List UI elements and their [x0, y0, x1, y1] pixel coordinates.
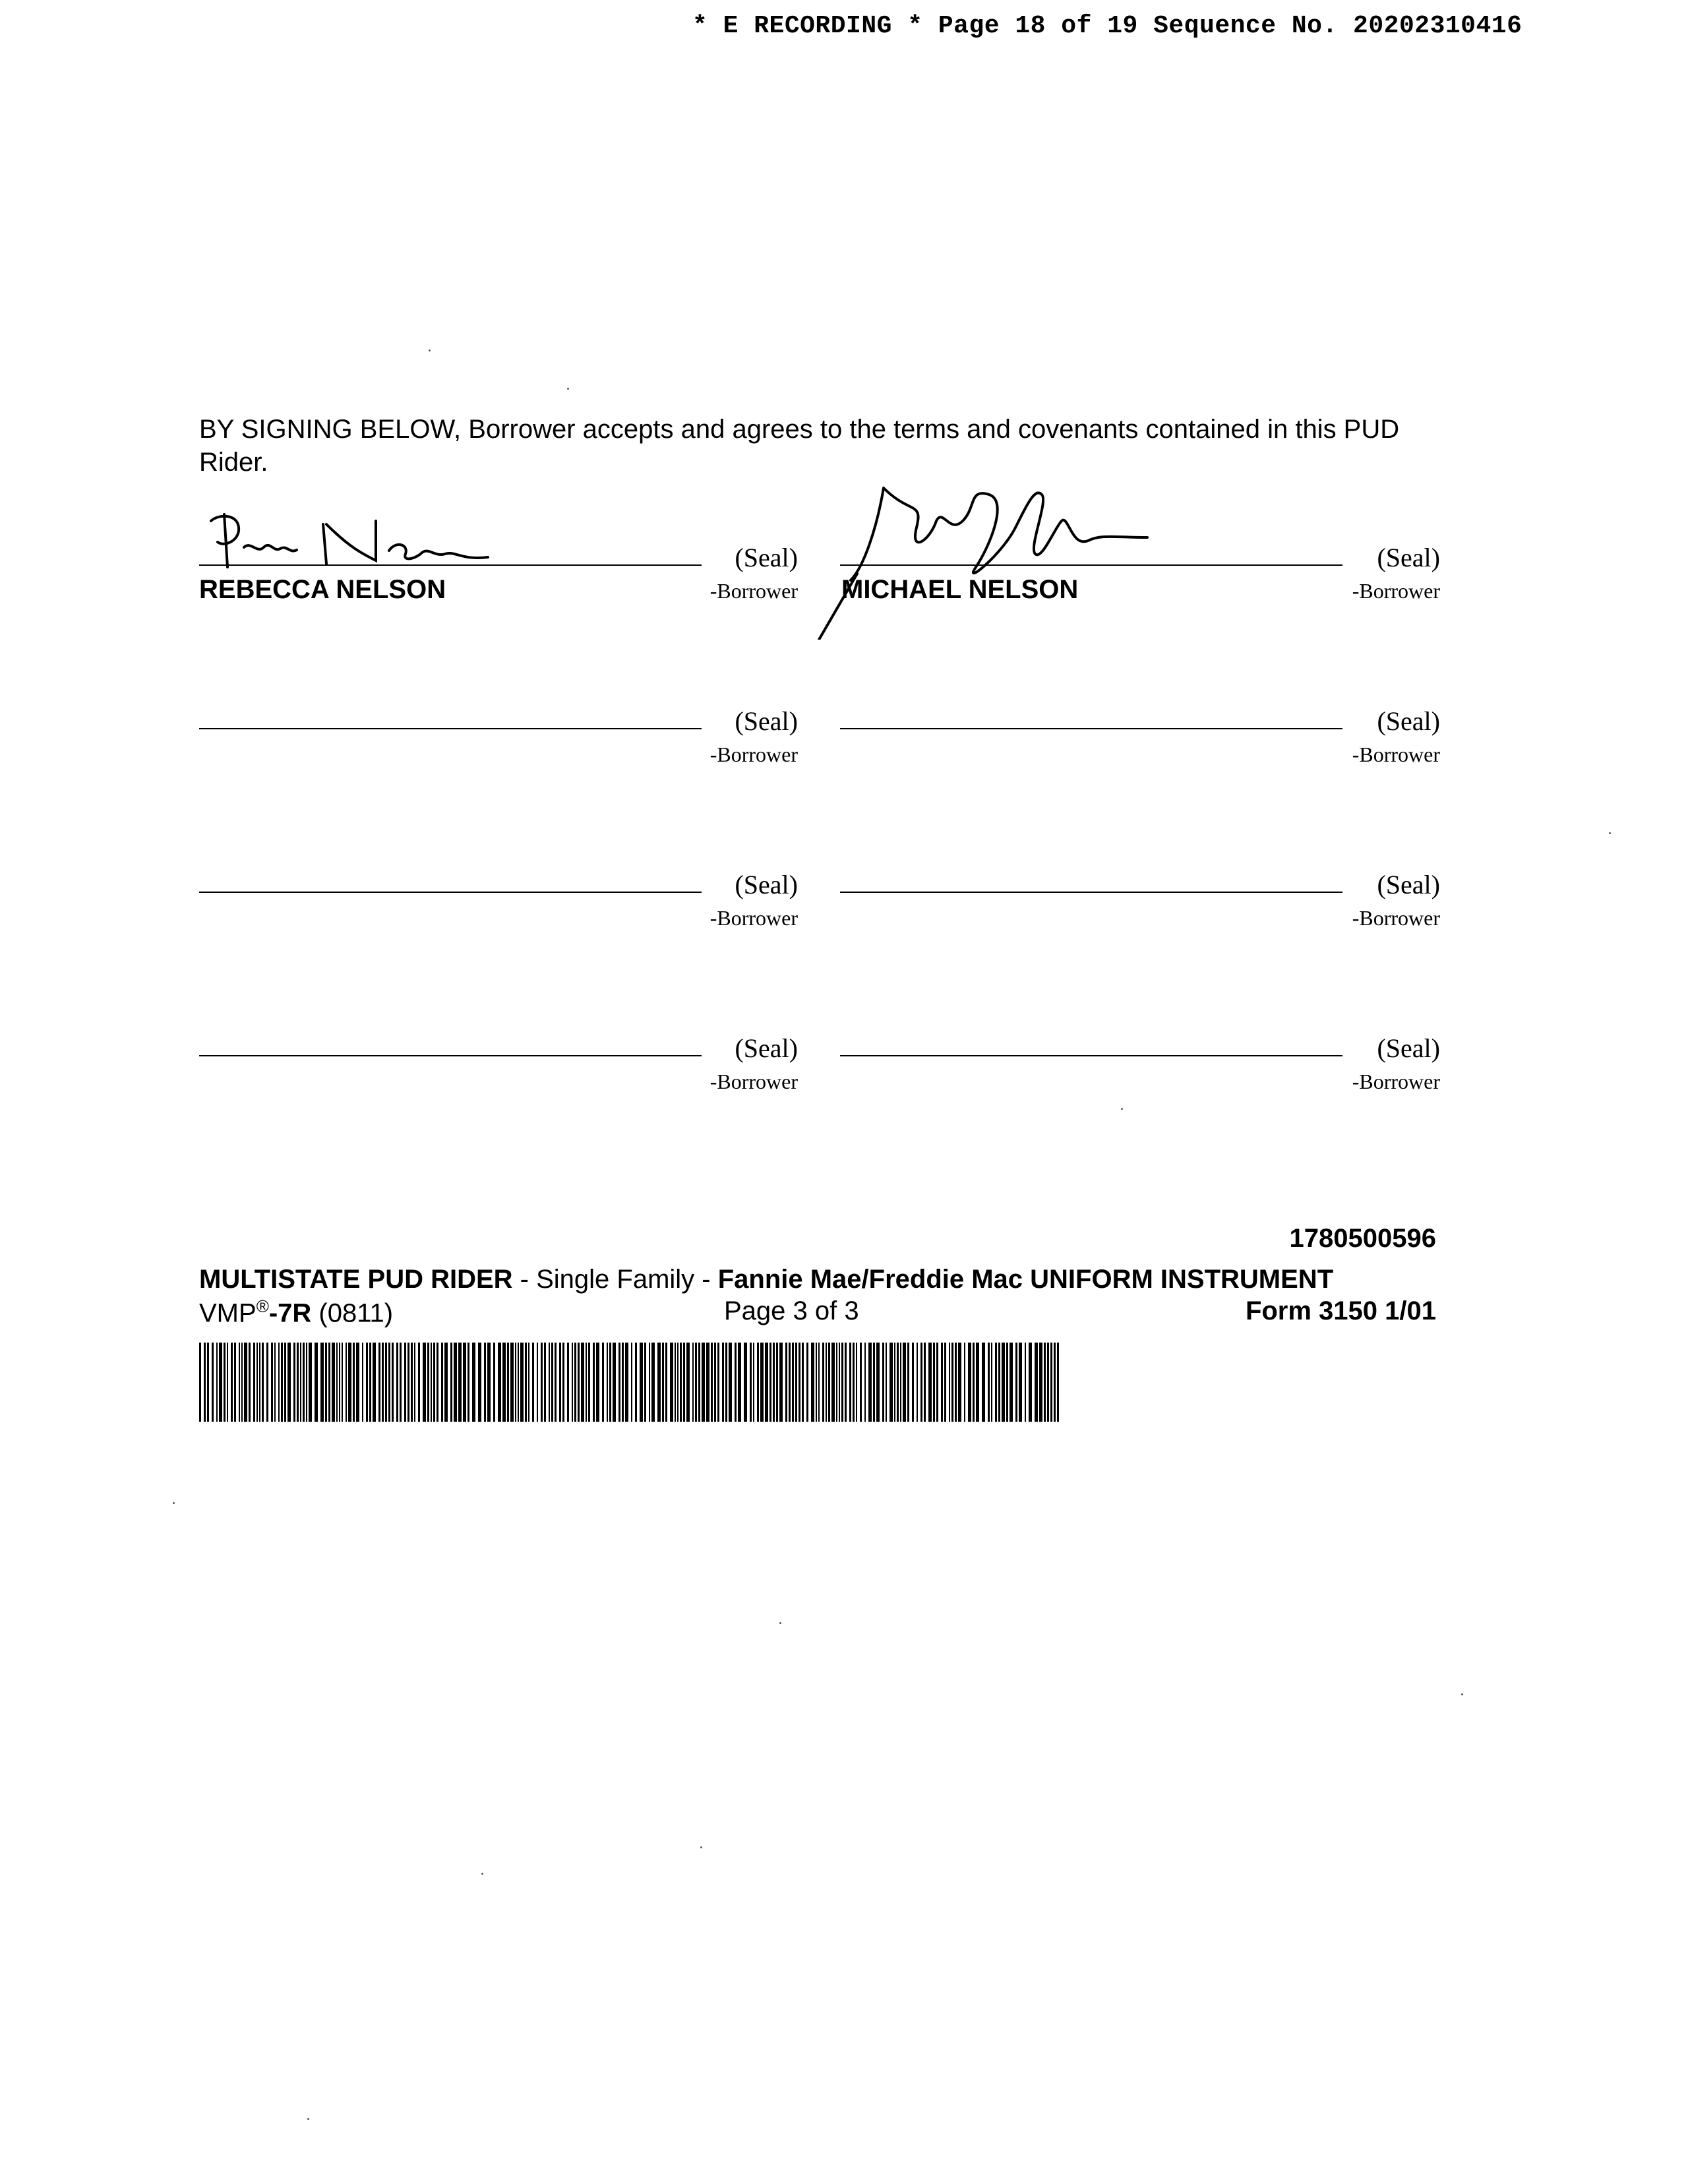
barcode-bar — [259, 1343, 260, 1422]
barcode-bar — [346, 1343, 347, 1422]
barcode-bar — [1035, 1343, 1038, 1422]
barcode-bar — [607, 1343, 608, 1422]
barcode-bar — [949, 1343, 950, 1422]
barcode-bar — [886, 1343, 887, 1422]
barcode-bar — [991, 1343, 992, 1422]
signature-line — [840, 564, 1342, 566]
barcode-bar — [1050, 1343, 1052, 1422]
barcode-bar — [572, 1343, 573, 1422]
barcode-bar — [441, 1343, 443, 1422]
barcode-bar — [433, 1343, 435, 1422]
barcode-bar — [792, 1343, 794, 1422]
form-title — [199, 1265, 1333, 1294]
barcode-bar — [1006, 1343, 1008, 1422]
barcode-bar — [450, 1343, 452, 1422]
barcode-bar — [625, 1343, 628, 1422]
barcode-bar — [315, 1343, 318, 1422]
scan-speck — [779, 1622, 781, 1624]
barcode-bar — [378, 1343, 380, 1422]
barcode-bar — [622, 1343, 624, 1422]
barcode-bar — [644, 1343, 646, 1422]
barcode-bar — [900, 1343, 901, 1422]
barcode-bar — [613, 1343, 616, 1422]
barcode-bar — [593, 1343, 595, 1422]
barcode-bar — [244, 1343, 247, 1422]
barcode-bar — [532, 1343, 534, 1422]
barcode-bar — [769, 1343, 771, 1422]
barcode-bar — [717, 1343, 719, 1422]
barcode-bar — [651, 1343, 655, 1422]
barcode-bar — [722, 1343, 724, 1422]
barcode-bar — [928, 1343, 932, 1422]
barcode-bar — [765, 1343, 768, 1422]
barcode-bar — [444, 1343, 448, 1422]
barcode-bar — [831, 1343, 835, 1422]
barcode-bar — [555, 1343, 557, 1422]
barcode-bar — [241, 1343, 243, 1422]
recording-header: * E RECORDING * Page 18 of 19 Sequence No. 20202310416 — [692, 12, 1522, 40]
seal-label: (Seal) — [735, 1033, 798, 1063]
barcode-bar — [199, 1343, 201, 1422]
barcode-bar — [418, 1343, 420, 1422]
barcode-bar — [868, 1343, 872, 1422]
signature-line — [199, 564, 702, 566]
barcode-bar — [753, 1343, 754, 1422]
vmp-code — [199, 1296, 393, 1328]
barcode-bar — [873, 1343, 875, 1422]
barcode-bar — [1054, 1343, 1056, 1422]
signature-rebecca-nelson — [198, 501, 514, 580]
barcode-bar — [234, 1343, 236, 1422]
barcode-bar — [478, 1343, 481, 1422]
barcode-bar — [339, 1343, 340, 1422]
barcode-bar — [702, 1343, 705, 1422]
barcode-bar — [680, 1343, 682, 1422]
barcode-bar — [665, 1343, 667, 1422]
barcode-bar — [799, 1343, 800, 1422]
barcode-bar — [216, 1343, 218, 1422]
barcode-bar — [683, 1343, 685, 1422]
barcode-bar — [356, 1343, 359, 1422]
barcode-bar — [278, 1343, 280, 1422]
barcode-bar — [1019, 1343, 1022, 1422]
signer-name: MICHAEL NELSON — [841, 575, 1079, 604]
barcode-bar — [1057, 1343, 1059, 1422]
barcode-bar — [493, 1343, 495, 1422]
barcode-bar — [982, 1343, 985, 1422]
barcode-bar — [528, 1343, 529, 1422]
barcode-bar — [586, 1343, 587, 1422]
barcode-bar — [1029, 1343, 1032, 1422]
barcode-bar — [348, 1343, 351, 1422]
signature-line — [840, 728, 1342, 729]
barcode-bar — [864, 1343, 866, 1422]
barcode-bar — [320, 1343, 324, 1422]
vmp-prefix: VMP — [199, 1298, 256, 1328]
barcode-bar — [692, 1343, 694, 1422]
barcode-bar — [958, 1343, 961, 1422]
barcode-bar — [300, 1343, 301, 1422]
barcode-bar — [484, 1343, 486, 1422]
barcode-bar — [525, 1343, 527, 1422]
barcode-bar — [662, 1343, 664, 1422]
scan-speck — [307, 2118, 309, 2120]
borrower-label: -Borrower — [1352, 579, 1440, 603]
barcode-bar — [396, 1343, 398, 1422]
barcode-bar — [951, 1343, 953, 1422]
barcode-bar — [325, 1343, 327, 1422]
barcode-bar — [714, 1343, 716, 1422]
barcode-bar — [467, 1343, 469, 1422]
barcode-bar — [602, 1343, 604, 1422]
barcode-bar — [253, 1343, 255, 1422]
barcode-bar — [549, 1343, 550, 1422]
barcode-bar — [912, 1343, 914, 1422]
borrower-label: -Borrower — [1352, 1070, 1440, 1093]
barcode-bar — [581, 1343, 584, 1422]
borrower-label: -Borrower — [709, 579, 798, 603]
barcode-bar — [839, 1343, 840, 1422]
seal-label: (Seal) — [1377, 870, 1440, 899]
barcode-bar — [309, 1343, 312, 1422]
barcode-bar — [414, 1343, 415, 1422]
barcode-bar — [695, 1343, 697, 1422]
barcode-bar — [711, 1343, 713, 1422]
barcode-bar — [907, 1343, 909, 1422]
barcode-bar — [1002, 1343, 1005, 1422]
scan-speck — [429, 349, 431, 351]
barcode-bar — [328, 1343, 330, 1422]
barcode-bar — [423, 1343, 426, 1422]
form-title-type: - Single Family - — [512, 1265, 718, 1294]
barcode-bar — [822, 1343, 824, 1422]
barcode-bar — [882, 1343, 884, 1422]
barcode-bar — [729, 1343, 732, 1422]
vmp-form-code: -7R — [268, 1298, 312, 1328]
barcode-bar — [262, 1343, 264, 1422]
borrower-label: -Borrower — [709, 743, 798, 766]
barcode-bar — [635, 1343, 637, 1422]
barcode-bar — [271, 1343, 273, 1422]
barcode-bar — [487, 1343, 491, 1422]
barcode-bar — [411, 1343, 413, 1422]
barcode-bar — [336, 1343, 338, 1422]
barcode-bar — [936, 1343, 938, 1422]
barcode-bar — [588, 1343, 590, 1422]
barcode-bar — [281, 1343, 283, 1422]
borrower-label: -Borrower — [1352, 906, 1440, 930]
signature-line — [199, 892, 702, 893]
barcode-bar — [897, 1343, 899, 1422]
barcode-bar — [964, 1343, 965, 1422]
barcode-bar — [894, 1343, 895, 1422]
barcode-bar — [889, 1343, 893, 1422]
barcode-bar — [362, 1343, 363, 1422]
barcode-bar — [515, 1343, 516, 1422]
barcode-bar — [427, 1343, 429, 1422]
barcode-bar — [369, 1343, 371, 1422]
barcode-bar — [998, 1343, 1000, 1422]
seal-label: (Seal) — [1377, 706, 1440, 736]
barcode-bar — [845, 1343, 847, 1422]
barcode-bar — [458, 1343, 462, 1422]
barcode-bar — [537, 1343, 538, 1422]
barcode-bar — [207, 1343, 209, 1422]
barcode-bar — [293, 1343, 295, 1422]
barcode-bar — [735, 1343, 737, 1422]
barcode-bar — [373, 1343, 376, 1422]
barcode-bar — [609, 1343, 611, 1422]
barcode-bar — [677, 1343, 678, 1422]
barcode-bar — [640, 1343, 643, 1422]
barcode-bar — [738, 1343, 741, 1422]
barcode-bar — [811, 1343, 814, 1422]
barcode-bar — [400, 1343, 402, 1422]
barcode-bar — [431, 1343, 432, 1422]
scan-speck — [1609, 832, 1611, 834]
barcode-bar — [353, 1343, 355, 1422]
scan-speck — [700, 1846, 702, 1848]
barcode-bar — [789, 1343, 791, 1422]
barcode-bar — [578, 1343, 580, 1422]
barcode-bar — [757, 1343, 759, 1422]
barcode-bar — [995, 1343, 997, 1422]
barcode-bar — [828, 1343, 830, 1422]
registered-mark: ® — [256, 1296, 269, 1316]
scan-speck — [1121, 1108, 1123, 1110]
barcode-bar — [559, 1343, 561, 1422]
barcode-bar — [760, 1343, 764, 1422]
barcode-bar — [750, 1343, 752, 1422]
barcode-bar — [541, 1343, 543, 1422]
barcode-bar — [856, 1343, 857, 1422]
barcode-bar — [795, 1343, 797, 1422]
barcode-bar — [698, 1343, 700, 1422]
barcode-bar — [686, 1343, 690, 1422]
seal-label: (Seal) — [735, 870, 798, 899]
barcode-bar — [1047, 1343, 1049, 1422]
barcode-bar — [204, 1343, 206, 1422]
barcode-bar — [670, 1343, 673, 1422]
barcode-bar — [973, 1343, 975, 1422]
agreement-statement: BY SIGNING BELOW, Borrower accepts and agrees to the terms and covenants contained in this PUD Rider. — [199, 415, 1400, 477]
barcode-bar — [826, 1343, 827, 1422]
signature-line — [840, 1055, 1342, 1056]
barcode-bar — [562, 1343, 564, 1422]
barcode-bar — [574, 1343, 576, 1422]
barcode-bar — [366, 1343, 368, 1422]
page-indicator: Page 3 of 3 — [724, 1296, 859, 1325]
form-title-instrument: Fannie Mae/Freddie Mac UNIFORM INSTRUMENT — [717, 1265, 1334, 1294]
barcode-bar — [657, 1343, 661, 1422]
signature-michael-nelson — [811, 448, 1180, 640]
form-title-name: MULTISTATE PUD RIDER — [199, 1265, 513, 1294]
barcode-bar — [1025, 1343, 1026, 1422]
barcode-bar — [507, 1343, 509, 1422]
barcode-bar — [266, 1343, 268, 1422]
scan-speck — [481, 1873, 483, 1875]
barcode-bar — [818, 1343, 820, 1422]
barcode-bar — [988, 1343, 990, 1422]
signature-line — [199, 1055, 702, 1056]
barcode-bar — [706, 1343, 709, 1422]
signer-name: REBECCA NELSON — [199, 575, 446, 604]
barcode-bar — [785, 1343, 787, 1422]
barcode-bar — [779, 1343, 783, 1422]
barcode-bar — [941, 1343, 943, 1422]
borrower-label: -Borrower — [1352, 743, 1440, 766]
seal-label: (Seal) — [1377, 1033, 1440, 1063]
barcode-bar — [274, 1343, 276, 1422]
form-number: Form 3150 1/01 — [1245, 1296, 1436, 1325]
barcode-bar — [876, 1343, 880, 1422]
barcode-bar — [551, 1343, 553, 1422]
signature-line — [199, 728, 702, 729]
barcode-bar — [1010, 1343, 1013, 1422]
barcode-bar — [853, 1343, 855, 1422]
barcode-bar — [463, 1343, 466, 1422]
barcode-bar — [342, 1343, 343, 1422]
barcode-bar — [382, 1343, 384, 1422]
borrower-label: -Borrower — [709, 906, 798, 930]
barcode-bar — [297, 1343, 299, 1422]
barcode-bar — [544, 1343, 546, 1422]
barcode-bar — [944, 1343, 946, 1422]
barcode-bar — [224, 1343, 226, 1422]
barcode-bar — [239, 1343, 240, 1422]
barcode-bar — [567, 1343, 569, 1422]
barcode-bar — [816, 1343, 817, 1422]
barcode-bar — [392, 1343, 394, 1422]
barcode-bar — [836, 1343, 837, 1422]
barcode-bar — [388, 1343, 390, 1422]
scan-speck — [173, 1502, 175, 1504]
borrower-label: -Borrower — [709, 1070, 798, 1093]
barcode-bar — [219, 1343, 222, 1422]
barcode-bar — [920, 1343, 922, 1422]
barcode-bar — [744, 1343, 747, 1422]
barcode-bar — [903, 1343, 906, 1422]
barcode-bar — [773, 1343, 775, 1422]
barcode-bar — [596, 1343, 599, 1422]
vmp-date: (0811) — [311, 1298, 394, 1328]
barcode-bar — [860, 1343, 862, 1422]
barcode-bar — [518, 1343, 519, 1422]
loan-number: 1780500596 — [1289, 1224, 1436, 1253]
barcode-bar — [332, 1343, 335, 1422]
barcode-bar — [649, 1343, 650, 1422]
barcode-bar — [841, 1343, 843, 1422]
barcode-bar — [806, 1343, 808, 1422]
barcode-bar — [849, 1343, 851, 1422]
barcode-bar — [454, 1343, 457, 1422]
barcode-bar — [284, 1343, 286, 1422]
barcode-bar — [1015, 1343, 1017, 1422]
barcode-bar — [231, 1343, 233, 1422]
barcode-bar — [502, 1343, 506, 1422]
barcode-bar — [776, 1343, 778, 1422]
barcode-bar — [385, 1343, 387, 1422]
barcode-bar — [256, 1343, 258, 1422]
barcode-bar — [675, 1343, 676, 1422]
signature-line — [840, 892, 1342, 893]
scan-speck — [1461, 1693, 1463, 1695]
barcode-bar — [472, 1343, 475, 1422]
barcode-bar — [955, 1343, 957, 1422]
seal-label: (Seal) — [735, 706, 798, 736]
seal-label: (Seal) — [1377, 543, 1440, 572]
barcode-bar — [212, 1343, 214, 1422]
barcode-bar — [917, 1343, 918, 1422]
barcode-bar — [968, 1343, 971, 1422]
barcode-bar — [249, 1343, 251, 1422]
barcode-bar — [725, 1343, 727, 1422]
seal-label: (Seal) — [735, 543, 798, 572]
barcode-bar — [227, 1343, 228, 1422]
barcode-bar — [631, 1343, 632, 1422]
barcode-bar — [510, 1343, 514, 1422]
barcode-bar — [1044, 1343, 1046, 1422]
barcode-bar — [1039, 1343, 1042, 1422]
barcode-bar — [303, 1343, 305, 1422]
barcode-bar — [498, 1343, 501, 1422]
barcode-bar — [924, 1343, 926, 1422]
barcode-bar — [802, 1343, 804, 1422]
barcode-bar — [520, 1343, 524, 1422]
barcode-bar — [287, 1343, 291, 1422]
barcode-bar — [976, 1343, 979, 1422]
barcode-bar — [407, 1343, 409, 1422]
barcode-bar — [933, 1343, 935, 1422]
scan-speck — [567, 388, 569, 390]
barcode-bar — [618, 1343, 620, 1422]
barcode — [199, 1343, 1064, 1422]
barcode-bar — [404, 1343, 406, 1422]
barcode-bar — [306, 1343, 307, 1422]
barcode-bar — [437, 1343, 438, 1422]
